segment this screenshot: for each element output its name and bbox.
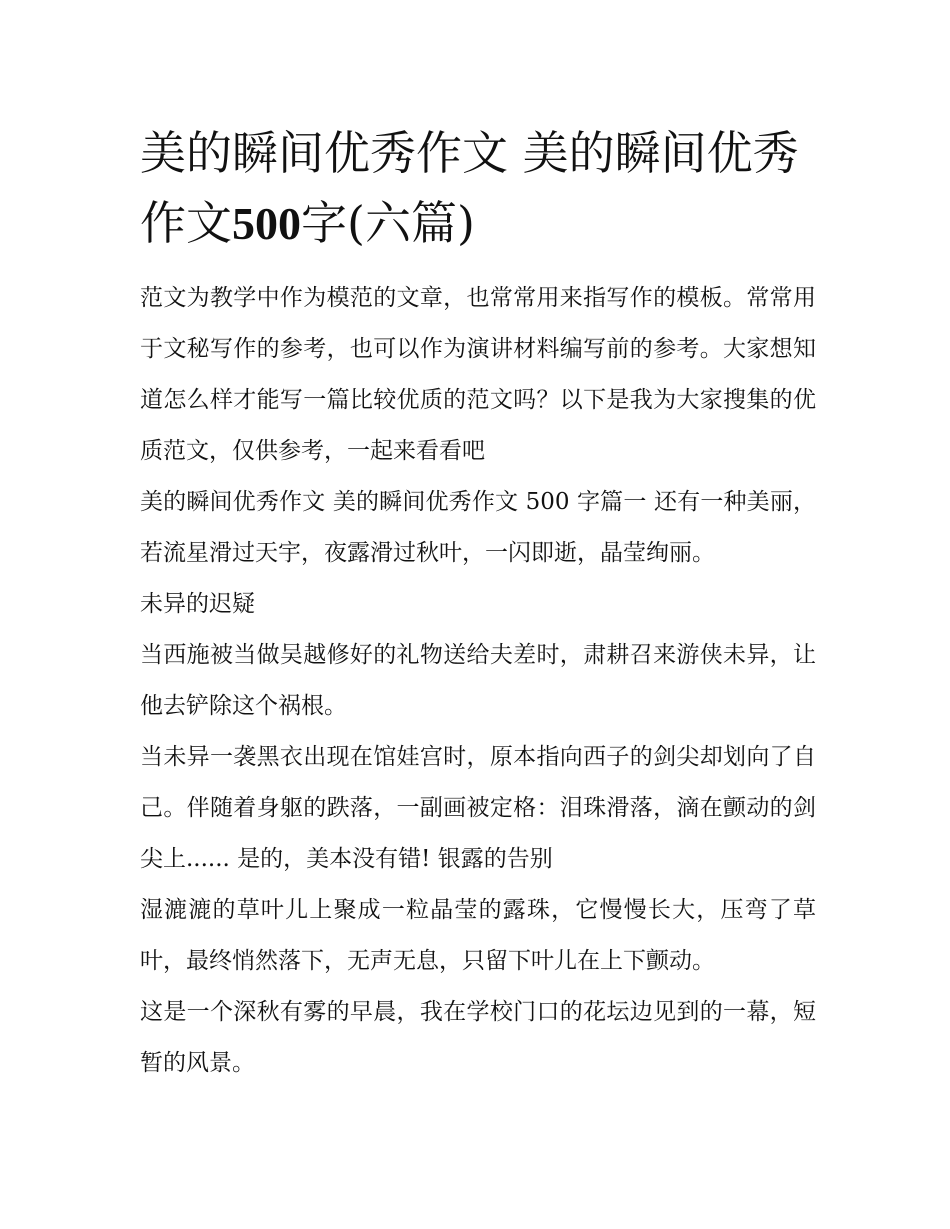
document-title xyxy=(140,118,816,259)
paragraph-weiyi: 当未异一袭黑衣出现在馆娃宫时，原本指向西子的剑尖却划向了自己。伴随着身躯的跌落，一副画被定格：泪珠滑落，滴在颤动的剑尖上...... 是的，美本没有错! 银露的告别 xyxy=(140,744,816,872)
title-text-part1: 美的瞬间优秀作文 美的瞬间优秀作文 xyxy=(140,126,799,250)
paragraph-xishi: 当西施被当做吴越修好的礼物送给夫差时，肃耕召来游侠未异，让他去铲除这个祸根。 xyxy=(140,642,816,719)
title-number: 500 xyxy=(232,198,301,249)
paragraph-dewdrop: 湿漉漉的草叶儿上聚成一粒晶莹的露珠，它慢慢长大，压弯了草叶，最终悄然落下，无声无息，只留下叶儿在上下颤动。 xyxy=(140,897,816,974)
paragraph-subheading: 未异的迟疑 xyxy=(140,591,255,617)
paragraph-morning: 这是一个深秋有雾的早晨，我在学校门口的花坛边见到的一幕，短暂的风景。 xyxy=(140,999,816,1076)
document-body xyxy=(140,118,816,1089)
title-text-part2: 字(六篇) xyxy=(301,196,475,250)
paragraph-essay-opening: 美的瞬间优秀作文 美的瞬间优秀作文 500 字篇一 还有一种美丽，若流星滑过天宇，夜露滑过秋叶，一闪即逝，晶莹绚丽。 xyxy=(140,489,816,566)
paragraph-intro: 范文为教学中作为模范的文章，也常常用来指写作的模板。常常用于文秘写作的参考，也可以作为演讲材料编写前的参考。大家想知道怎么样才能写一篇比较优质的范文吗？以下是我为大家搜集的优质范文，仅供参考，一起来看看吧 xyxy=(140,285,816,464)
